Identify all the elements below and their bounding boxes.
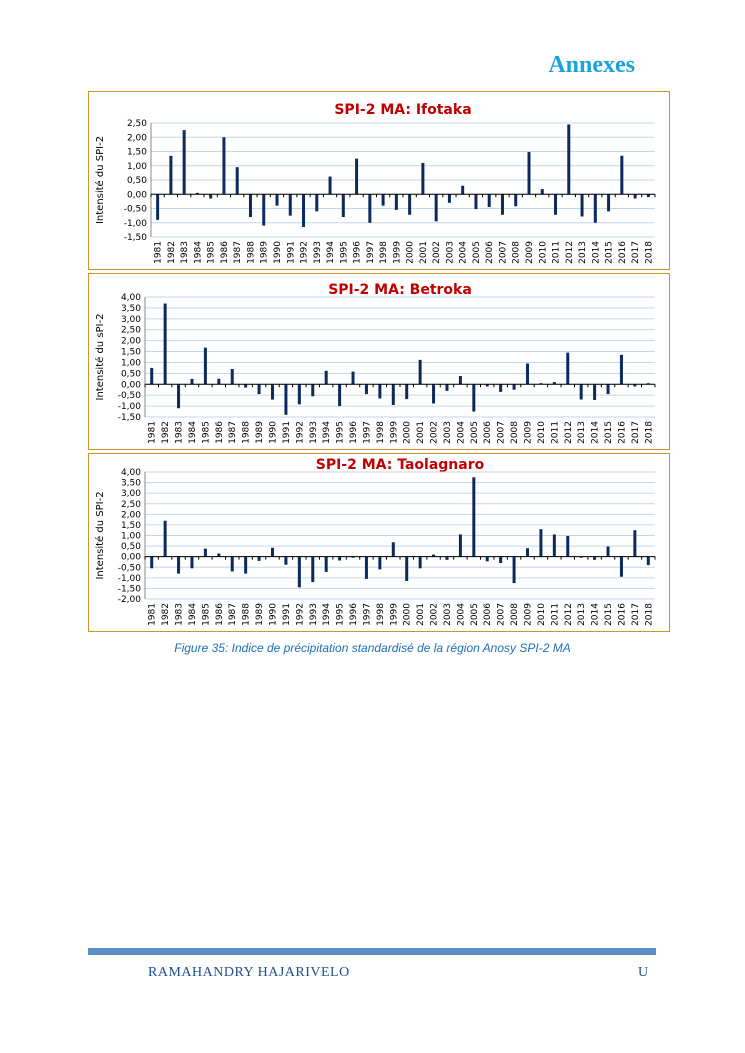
- x-tick-label: 2003: [442, 603, 453, 626]
- x-tick-label: 2008: [510, 603, 521, 626]
- x-tick-label: 2009: [523, 421, 534, 444]
- x-tick-label: 2013: [578, 240, 589, 264]
- bar-1998: [378, 384, 381, 398]
- x-tick-label: 2006: [483, 603, 494, 626]
- bar-2006: [486, 557, 489, 562]
- bar-1994: [325, 371, 328, 385]
- x-tick-label: 1989: [255, 421, 266, 444]
- bar-2011: [553, 534, 556, 556]
- x-tick-label: 2004: [456, 603, 467, 626]
- y-tick-label: -1,00: [123, 218, 147, 229]
- bar-1984: [190, 379, 193, 384]
- bar-2002: [432, 384, 435, 403]
- bar-1986: [222, 137, 225, 194]
- y-tick-label: 1,00: [120, 531, 141, 542]
- bar-1989: [258, 384, 261, 394]
- x-tick-label: 1997: [362, 421, 373, 444]
- x-tick-label: 1989: [259, 241, 270, 264]
- bar-2012: [566, 353, 569, 385]
- bar-2010: [541, 189, 544, 194]
- x-tick-label: 2011: [551, 241, 562, 264]
- x-tick-label: 2010: [536, 421, 547, 444]
- x-tick-label: 1985: [201, 603, 212, 626]
- bar-1999: [392, 384, 395, 405]
- chart-title: SPI-2 MA: Taolagnaro: [315, 457, 485, 473]
- x-tick-label: 2008: [510, 421, 521, 444]
- x-tick-label: 1998: [375, 603, 386, 626]
- x-tick-label: 2007: [496, 421, 507, 444]
- x-tick-label: 1986: [214, 421, 225, 444]
- x-tick-label: 2014: [590, 603, 601, 626]
- x-tick-label: 2017: [630, 421, 641, 444]
- x-tick-label: 2014: [590, 420, 601, 444]
- bar-1996: [352, 372, 355, 385]
- x-tick-label: 2004: [456, 421, 467, 444]
- bar-1985: [209, 194, 212, 198]
- x-tick-label: 2016: [617, 241, 628, 264]
- bar-2016: [620, 557, 623, 577]
- y-tick-label: 1,00: [120, 358, 141, 369]
- y-tick-label: -0,50: [117, 563, 141, 574]
- y-tick-label: 1,50: [120, 347, 141, 358]
- x-tick-label: 2002: [429, 603, 440, 626]
- bar-2012: [566, 536, 569, 557]
- x-tick-label: 1992: [295, 603, 306, 626]
- x-tick-label: 2005: [469, 421, 480, 444]
- bar-2005: [472, 384, 475, 411]
- x-tick-label: 2017: [631, 241, 642, 264]
- chart-ifotaka: [88, 91, 670, 270]
- x-tick-label: 2011: [550, 603, 561, 626]
- bar-2012: [567, 124, 570, 194]
- y-axis-label: Intensité du SPI-2: [95, 491, 106, 580]
- y-tick-label: 4,00: [120, 293, 141, 303]
- x-tick-label: 1988: [241, 603, 252, 626]
- chart-betroka: [88, 273, 670, 450]
- x-tick-label: 2000: [402, 603, 413, 626]
- bar-2009: [528, 152, 531, 194]
- y-tick-label: -1,50: [123, 233, 147, 243]
- y-tick-label: 0,50: [120, 542, 141, 553]
- bar-1996: [355, 159, 358, 195]
- bar-1997: [365, 384, 368, 394]
- bar-1992: [298, 384, 301, 404]
- bar-2006: [488, 194, 491, 207]
- x-tick-label: 1992: [299, 241, 310, 264]
- y-tick-label: 4,00: [120, 468, 141, 478]
- x-tick-label: 2003: [445, 241, 456, 264]
- bar-1982: [169, 156, 172, 194]
- bar-1993: [311, 384, 314, 396]
- bar-2011: [554, 194, 557, 215]
- x-tick-label: 1986: [214, 603, 225, 626]
- x-tick-label: 1981: [147, 603, 158, 626]
- bar-2004: [459, 534, 462, 556]
- x-tick-label: 1987: [233, 241, 244, 264]
- x-tick-label: 2015: [604, 241, 615, 264]
- bar-2015: [607, 384, 610, 394]
- bar-2000: [405, 557, 408, 581]
- bar-1998: [378, 557, 381, 570]
- bar-1997: [365, 557, 368, 579]
- y-tick-label: -1,00: [117, 402, 141, 413]
- bar-1983: [183, 130, 186, 194]
- bar-1984: [190, 557, 193, 569]
- bar-1990: [271, 548, 274, 557]
- y-tick-label: 3,00: [120, 489, 141, 500]
- y-tick-label: 1,50: [126, 147, 147, 158]
- bar-2009: [526, 548, 529, 556]
- bar-2003: [445, 384, 448, 391]
- bar-2005: [474, 194, 477, 209]
- y-tick-label: -0,50: [117, 391, 141, 402]
- x-tick-label: 1981: [147, 421, 158, 444]
- x-tick-label: 1996: [349, 421, 360, 444]
- y-tick-label: 2,50: [126, 119, 147, 129]
- bar-1991: [284, 557, 287, 565]
- x-tick-label: 2007: [498, 241, 509, 264]
- bar-1987: [231, 369, 234, 384]
- bar-2004: [459, 376, 462, 384]
- y-tick-label: 2,00: [120, 510, 141, 521]
- x-tick-label: 1985: [201, 421, 212, 444]
- x-tick-label: 2000: [402, 421, 413, 444]
- y-tick-label: 3,00: [120, 314, 141, 325]
- bar-1983: [177, 557, 180, 574]
- x-tick-label: 1999: [392, 241, 403, 264]
- x-tick-label: 1994: [322, 421, 333, 444]
- bar-2014: [594, 194, 597, 223]
- y-tick-label: -1,50: [117, 413, 141, 423]
- bar-2000: [405, 384, 408, 399]
- x-tick-label: 1998: [375, 421, 386, 444]
- x-tick-label: 1990: [268, 603, 279, 626]
- x-tick-label: 1993: [312, 241, 323, 264]
- x-tick-label: 2015: [604, 603, 615, 626]
- y-tick-label: 0,50: [120, 369, 141, 380]
- bar-1985: [204, 549, 207, 557]
- x-tick-label: 1998: [379, 241, 390, 264]
- y-axis-label: Intensité du SPI-2: [95, 135, 106, 225]
- x-tick-label: 2009: [525, 241, 535, 264]
- bar-1989: [258, 557, 261, 561]
- y-tick-label: 0,50: [126, 176, 147, 186]
- x-tick-label: 1984: [187, 603, 198, 626]
- bar-1986: [217, 379, 220, 384]
- bar-1991: [284, 384, 287, 415]
- bar-1995: [338, 384, 341, 406]
- footer-author: RAMAHANDRY HAJARIVELO: [148, 965, 350, 980]
- x-tick-label: 1984: [193, 241, 204, 264]
- x-tick-label: 1989: [255, 603, 266, 626]
- chart-svg: [89, 454, 669, 631]
- x-tick-label: 2005: [469, 603, 480, 626]
- bar-2001: [419, 360, 422, 384]
- x-tick-label: 1991: [281, 421, 292, 444]
- bar-1991: [289, 194, 292, 215]
- y-tick-label: 3,50: [120, 478, 141, 489]
- y-tick-label: -0,50: [123, 204, 147, 215]
- bar-1989: [262, 194, 265, 225]
- x-tick-label: 2002: [432, 241, 443, 264]
- x-tick-label: 1982: [166, 241, 177, 264]
- figure-caption: Figure 35: Indice de précipitation standardisé de la région Anosy SPI-2 MA: [174, 641, 571, 655]
- footer-page-number: U: [638, 965, 649, 980]
- bar-2008: [513, 384, 516, 389]
- chart-title: SPI-2 MA: Ifotaka: [334, 102, 472, 118]
- y-tick-label: 0,00: [126, 190, 147, 201]
- bar-1994: [325, 557, 328, 572]
- x-tick-label: 1996: [349, 603, 360, 626]
- y-tick-label: 2,50: [120, 499, 141, 510]
- bar-1995: [338, 557, 341, 561]
- x-tick-label: 1995: [335, 421, 346, 444]
- bar-1987: [231, 557, 234, 572]
- x-tick-label: 1993: [308, 421, 319, 444]
- bar-1992: [302, 194, 305, 227]
- bar-2004: [461, 186, 464, 195]
- bar-2000: [408, 194, 411, 215]
- bar-1982: [164, 304, 167, 385]
- x-tick-label: 2001: [418, 241, 429, 264]
- bar-1999: [392, 542, 395, 556]
- x-tick-label: 1985: [206, 241, 217, 264]
- bar-2016: [620, 156, 623, 194]
- y-tick-label: 1,50: [120, 520, 141, 531]
- y-tick-label: -1,00: [117, 573, 141, 584]
- bar-1983: [177, 384, 180, 408]
- x-tick-label: 2017: [630, 603, 641, 626]
- y-tick-label: 0,00: [120, 380, 141, 391]
- x-tick-label: 2012: [563, 603, 574, 626]
- bar-1990: [276, 194, 279, 205]
- x-tick-label: 1994: [322, 603, 333, 626]
- bar-1999: [395, 194, 398, 210]
- bar-2010: [539, 529, 542, 557]
- y-tick-label: 3,50: [120, 303, 141, 314]
- x-tick-label: 1999: [389, 603, 400, 626]
- y-tick-label: 2,50: [120, 325, 141, 336]
- x-tick-label: 2013: [577, 421, 588, 444]
- x-tick-label: 1984: [187, 421, 198, 444]
- bar-2015: [607, 194, 610, 211]
- y-tick-label: 2,00: [120, 336, 141, 347]
- bar-2013: [580, 384, 583, 399]
- x-tick-label: 2008: [511, 241, 522, 264]
- footer-bar: [88, 948, 656, 955]
- x-tick-label: 2018: [644, 603, 655, 626]
- bar-1987: [236, 167, 239, 194]
- x-tick-label: 2002: [429, 421, 440, 444]
- bar-2001: [419, 557, 422, 569]
- x-tick-label: 1988: [246, 241, 257, 264]
- x-tick-label: 1996: [352, 241, 363, 264]
- x-tick-label: 2010: [536, 603, 547, 626]
- x-tick-label: 2005: [471, 241, 482, 264]
- bar-2009: [526, 364, 529, 385]
- x-tick-label: 2001: [416, 603, 427, 626]
- bar-1997: [368, 194, 371, 223]
- x-tick-label: 2007: [496, 603, 507, 626]
- x-tick-label: 1982: [161, 421, 172, 444]
- y-tick-label: 2,00: [126, 133, 147, 144]
- bar-2018: [647, 557, 650, 565]
- bar-2008: [514, 194, 517, 206]
- x-tick-label: 1988: [241, 421, 252, 444]
- bar-2002: [435, 194, 438, 221]
- bar-2007: [499, 384, 502, 392]
- bar-1985: [204, 348, 207, 385]
- x-tick-label: 1995: [339, 241, 350, 264]
- chart-title: SPI-2 MA: Betroka: [328, 282, 472, 298]
- x-tick-label: 1991: [281, 603, 292, 626]
- x-tick-label: 2018: [644, 241, 655, 264]
- chart-taolagnaro: [88, 453, 670, 632]
- x-tick-label: 1986: [219, 241, 230, 264]
- x-tick-label: 2015: [604, 421, 615, 444]
- x-tick-label: 1992: [295, 421, 306, 444]
- x-tick-label: 2012: [564, 241, 575, 264]
- x-tick-label: 2009: [523, 603, 534, 626]
- x-tick-label: 1982: [161, 603, 172, 626]
- x-tick-label: 1997: [365, 241, 376, 264]
- x-tick-label: 1990: [273, 241, 283, 264]
- y-tick-label: -1,50: [117, 584, 141, 595]
- bar-2007: [501, 194, 504, 215]
- x-tick-label: 1995: [335, 603, 346, 626]
- y-axis-label: Intensité du sPI-2: [95, 313, 106, 401]
- bar-1992: [298, 557, 301, 588]
- x-tick-label: 2004: [458, 241, 469, 264]
- bar-2001: [421, 163, 424, 194]
- x-tick-label: 1990: [268, 421, 279, 444]
- bar-2008: [513, 557, 516, 583]
- x-tick-label: 2018: [644, 421, 655, 444]
- x-tick-label: 2006: [485, 241, 496, 264]
- y-tick-label: 1,00: [126, 161, 147, 172]
- x-tick-label: 2001: [416, 421, 427, 444]
- bar-2007: [499, 557, 502, 563]
- bar-1982: [164, 521, 167, 557]
- chart-svg: [89, 92, 669, 269]
- chart-svg: [89, 274, 669, 449]
- x-tick-label: 1981: [153, 241, 164, 264]
- x-tick-label: 1993: [308, 603, 319, 626]
- bar-2016: [620, 355, 623, 384]
- bar-1988: [249, 194, 252, 217]
- bar-1981: [150, 557, 153, 569]
- x-tick-label: 2013: [577, 603, 588, 626]
- x-tick-label: 2012: [563, 421, 574, 444]
- x-tick-label: 2006: [483, 421, 494, 444]
- bar-2014: [593, 384, 596, 400]
- bar-1988: [244, 557, 247, 574]
- bar-1995: [342, 194, 345, 217]
- x-tick-label: 1983: [174, 603, 185, 626]
- x-tick-label: 2016: [617, 603, 628, 626]
- bar-1981: [156, 194, 159, 220]
- x-tick-label: 2010: [538, 241, 549, 264]
- bar-1981: [150, 368, 153, 384]
- bar-2013: [581, 194, 584, 216]
- bar-2017: [633, 530, 636, 556]
- bar-1998: [382, 194, 385, 205]
- x-tick-label: 2011: [550, 421, 561, 444]
- bar-2017: [634, 194, 637, 198]
- bar-1994: [329, 177, 332, 195]
- page-header-title: Annexes: [548, 52, 635, 78]
- x-tick-label: 1987: [228, 603, 239, 626]
- bar-1990: [271, 384, 274, 399]
- y-tick-label: -2,00: [117, 595, 141, 605]
- x-tick-label: 1987: [228, 421, 239, 444]
- bar-2015: [607, 547, 610, 557]
- x-tick-label: 1994: [326, 240, 337, 264]
- bar-2005: [472, 477, 475, 556]
- x-tick-label: 1997: [362, 603, 373, 626]
- x-tick-label: 1991: [286, 241, 297, 264]
- x-tick-label: 1999: [389, 421, 400, 444]
- x-tick-label: 2016: [617, 421, 628, 444]
- x-tick-label: 2003: [442, 421, 453, 444]
- x-tick-label: 1983: [180, 241, 191, 264]
- x-tick-label: 2000: [405, 241, 416, 264]
- bar-2003: [448, 194, 451, 203]
- bar-1993: [311, 557, 314, 582]
- x-tick-label: 1983: [174, 421, 185, 444]
- y-tick-label: 0,00: [120, 552, 141, 563]
- bar-1993: [315, 194, 318, 211]
- x-tick-label: 2014: [591, 241, 602, 264]
